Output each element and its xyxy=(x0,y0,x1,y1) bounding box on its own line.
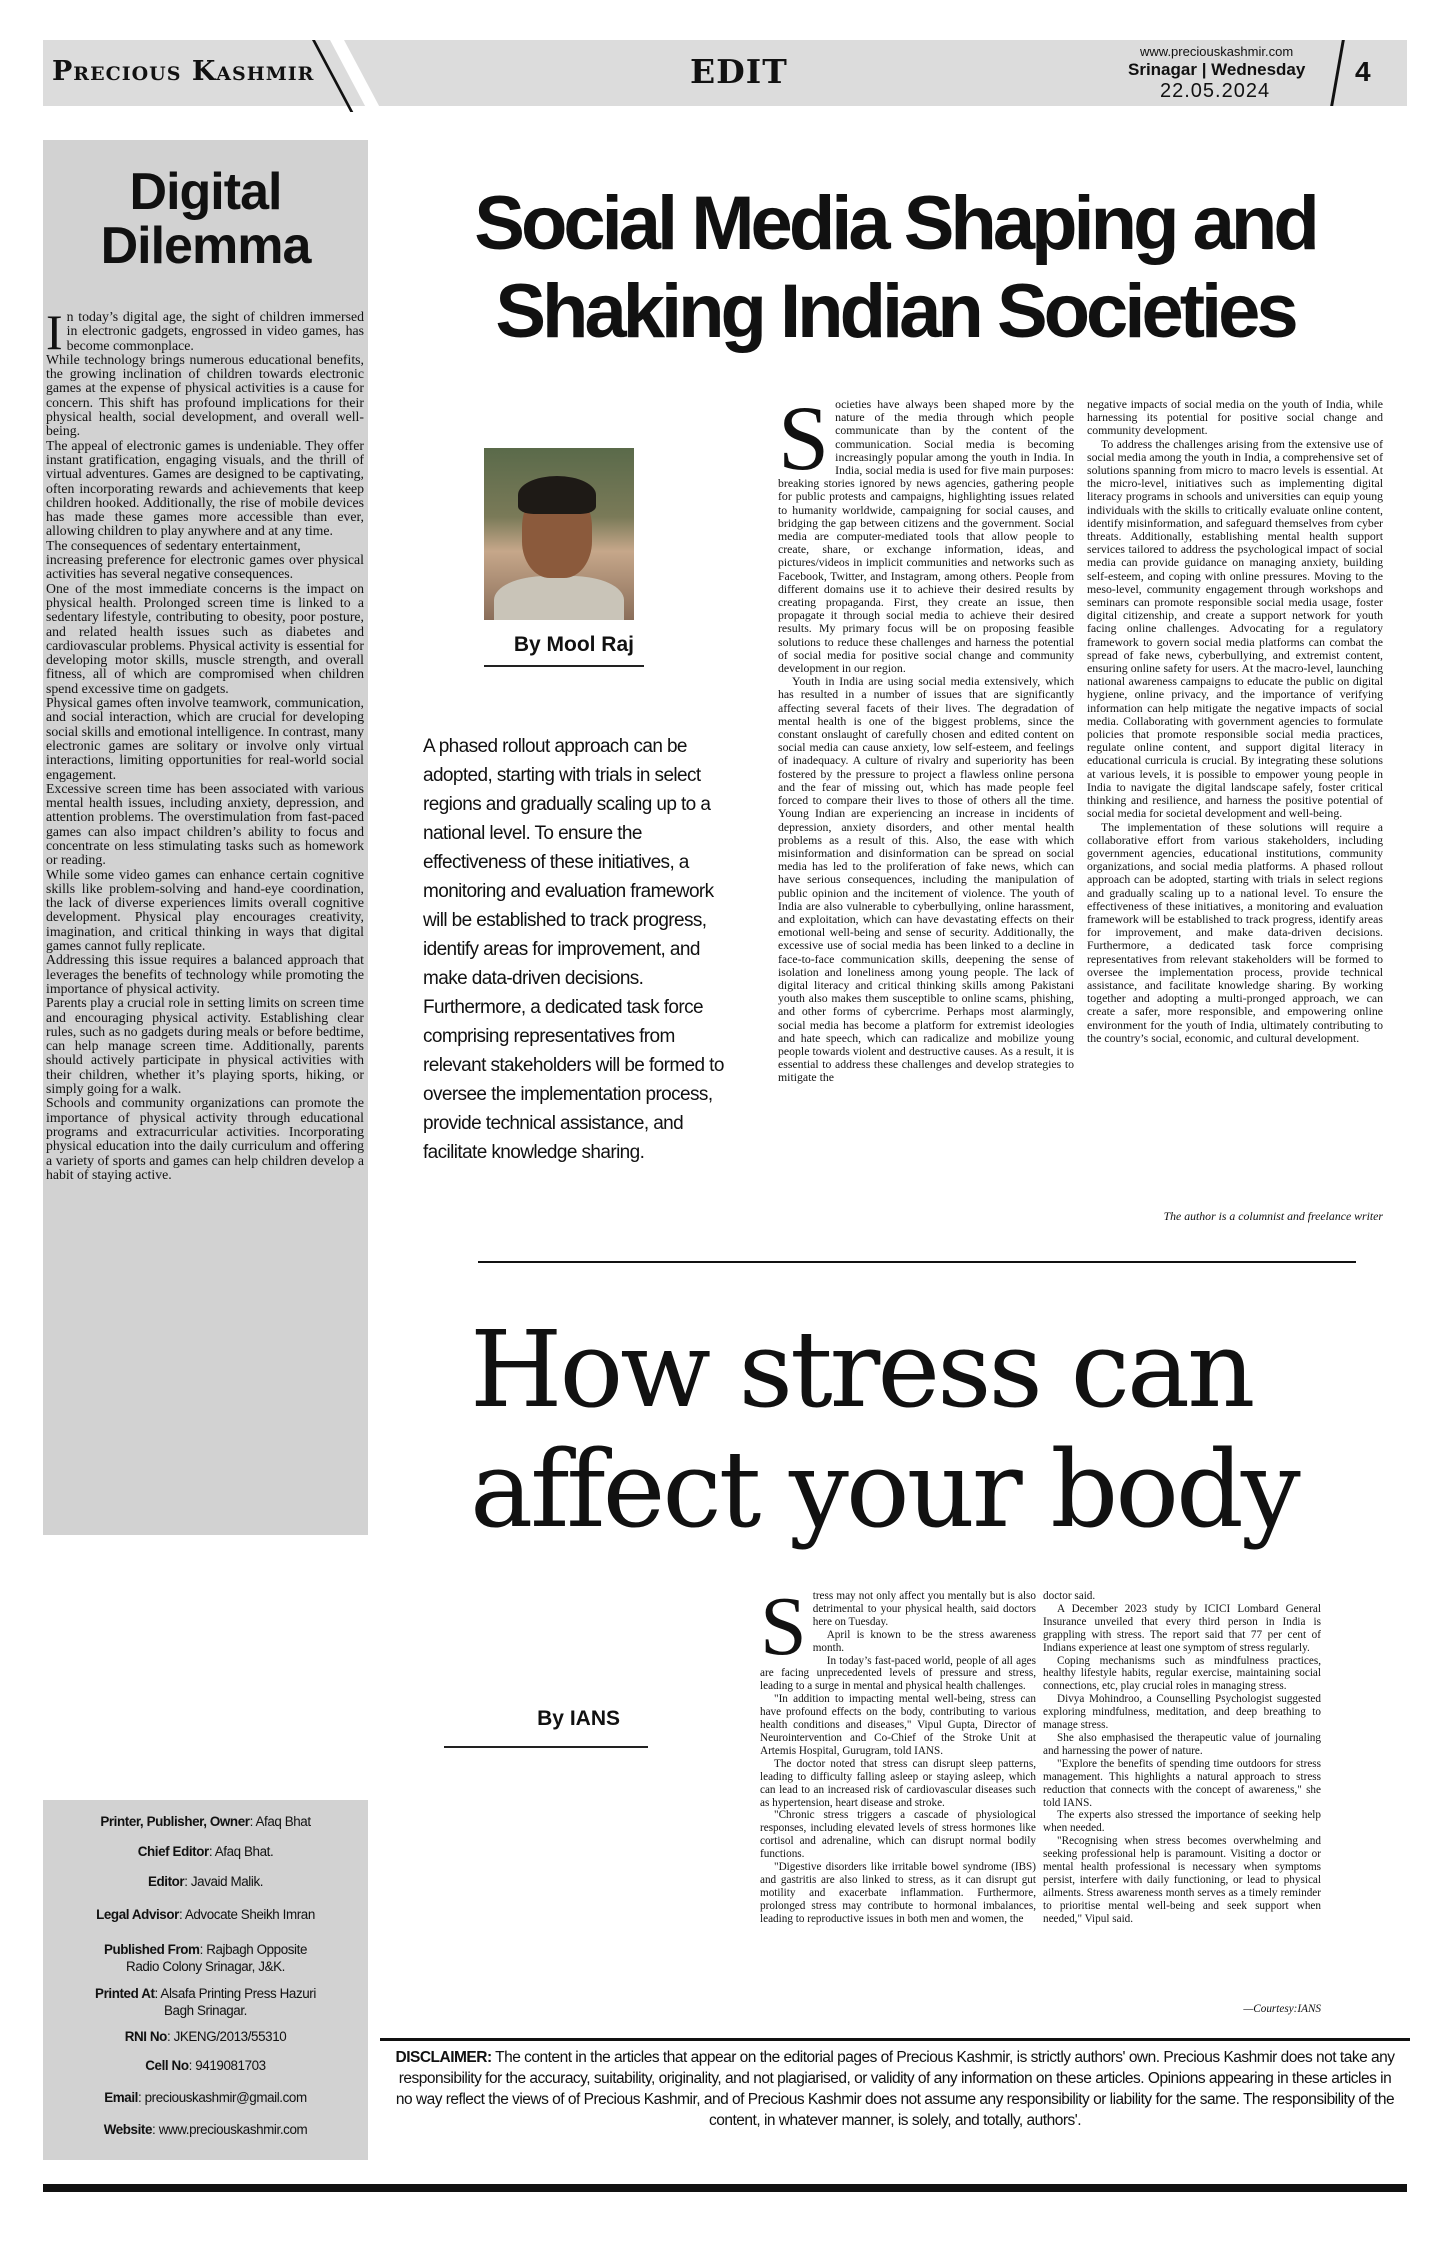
article2-headline-line1: How stress can xyxy=(470,1308,1253,1431)
byline-underline xyxy=(484,665,644,667)
imprint-editor: Editor: Javaid Malik. xyxy=(147,1874,264,1889)
article1-headline-line1: Social Media Shaping and xyxy=(474,181,1316,266)
imprint-cell-no: Cell No: 9419081703 xyxy=(145,2058,266,2073)
sidebar-paragraph: Addressing this issue requires a balanced approach that leverages the benefits of technology while promoting the importance of physical activity. xyxy=(46,952,364,996)
imprint-printed-at: Printed At: Alsafa Printing Press Hazuri Bagh Srinagar. xyxy=(95,1986,316,2018)
disclaimer-text: The content in the articles that appear on the editorial pages of Precious Kashmir, is strictly authors' own. Precious Kashmir does not take any responsibility for the accuracy, suitability, originality, and not plagiarised, or validity of any information on these articles. Opinions appearing in these articles in no way reflect the views of of Precious Kashmir, and of Precious Kashmir does not assume any responsibility or liability for the same. The responsibility of the content, in whatever manner, is solely, and totally, authors'. xyxy=(395,2049,1395,2129)
article2-paragraph: doctor said. xyxy=(1043,1590,1096,1602)
sidebar-paragraph: While some video games can enhance certain cognitive skills like problem-solving and hand-eye coordination, the lack of diverse experiences limits overall cognitive development. Physical play encourages creativity, imagination, and critical thinking in ways that digital games cannot fully replicate. xyxy=(46,866,364,954)
disclaimer-rule xyxy=(380,2038,1410,2041)
article1-pullquote: A phased rollout approach can be adopted, starting with trials in select regions and gradually scaling up to a national level. To ensure the effectiveness of these initiatives, a monitoring and evaluation framework will be established to track progress, identify areas for improvement, and make data-driven decisions. Furthermore, a dedicated task force comprising representatives from relevant stakeholders will be formed to oversee the implementation process, provide technical assistance, and facilitate knowledge sharing. xyxy=(423,736,724,1163)
article2-paragraph: "Chronic stress triggers a cascade of physiological responses, including elevated levels of stress hormones like cortisol and adrenaline, which can disrupt normal bodily functions. xyxy=(760,1809,1036,1861)
edition-date: 22.05.2024 xyxy=(1160,80,1271,102)
sidebar-title xyxy=(43,165,368,273)
article2-headline xyxy=(470,1310,1370,1550)
article2-paragraph: In today’s fast-paced world, people of all ages are facing unprecedented levels of pressure and stress, leading to a surge in mental and physical health challenges. xyxy=(760,1654,1036,1693)
edition-place-day: Srinagar | Wednesday xyxy=(1128,60,1306,79)
disclaimer-label: DISCLAIMER: xyxy=(395,2049,492,2066)
sidebar-title-line1: Digital xyxy=(129,163,282,221)
article2-column-2 xyxy=(1043,1590,1321,1926)
imprint-email: Email: preciouskashmir@gmail.com xyxy=(104,2090,307,2105)
article1-column-2 xyxy=(1087,398,1383,1045)
imprint-chief-editor: Chief Editor: Afaq Bhat. xyxy=(137,1844,274,1859)
page-number: 4 xyxy=(1355,56,1371,87)
site-url: www.preciouskashmir.com xyxy=(1140,44,1294,59)
article2-paragraph: The doctor noted that stress can disrupt sleep patterns, leading to difficulty falling asleep or staying asleep, which can lead to an increased risk of cardiovascular diseases such as hypertension, heart disease and stroke. xyxy=(760,1757,1036,1809)
article1-paragraph: The implementation of these solutions will require a collaborative effort from various stakeholders, including government agencies, educational institutions, community organizations, and social media platforms. A phased rollout approach can be adopted, starting with trials in select regions and gradually scaling up to a national level. To ensure the effectiveness of these initiatives, a monitoring and evaluation framework will be established to track progress, identify areas for improvement, and make data-driven decisions. Furthermore, a dedicated task force comprising representatives from relevant stakeholders will be formed to oversee the implementation process, provide technical assistance, and facilitate knowledge sharing. By working together and adopting a multi-pronged approach, we can create a safer, more responsible, and empowering online environment for the youth of India, ultimately contributing to the country’s social, economic, and cultural development. xyxy=(1087,819,1383,1045)
byline-underline xyxy=(444,1746,648,1748)
section-name: EDIT xyxy=(690,52,788,91)
article2-paragraph: "Digestive disorders like irritable bowel syndrome (IBS) and gastritis are also linked to stress, as it can disrupt gut motility and exacerbate inflammation. Furthermore, prolonged stress may contribute to hormonal imbalances, leading to reproductive issues in both men and women, the xyxy=(760,1861,1036,1925)
imprint-website: Website: www.preciouskashmir.com xyxy=(103,2122,308,2137)
sidebar-paragraph: increasing preference for electronic games over physical activities has several negative consequences. xyxy=(46,552,364,582)
article1-headline-line2: Shaking Indian Societies xyxy=(495,269,1295,354)
masthead: Precious Kashmir xyxy=(52,56,315,87)
article2-paragraph: A December 2023 study by ICICI Lombard General Insurance unveiled that every third person in India is grappling with stress. The report said that 77 per cent of Indians experience at least one symptom of stress regularly. xyxy=(1043,1602,1321,1654)
author-photo xyxy=(484,448,634,620)
article1-paragraph: To address the challenges arising from the extensive use of social media among the youth in India, a comprehensive set of solutions spanning from micro to macro levels is essential. At the micro-level, initiatives such as implementing digital literacy programs in schools and universities can equip young individuals with the skills to critically evaluate online content, identify misinformation, and safeguard themselves from cyber threats. Additionally, establishing mental health support services tailored to address the psychological impact of social media can provide guidance on managing anxiety, building self-esteem, and coping with online pressures. Moving to the meso-level, community engagement through workshops and seminars can promote responsible social media usage, foster digital citizenship, and create a support network for youth facing online challenges. Advocating for a regulatory framework to govern social media platforms can combat the spread of fake news, cyberbullying, and extremist content, ensuring online safety for users. At the macro-level, launching national awareness campaigns to educate the public on digital hygiene, online privacy, and the importance of verifying information can help mitigate the negative impacts of social media. Collaborating with government agencies to formulate policies that promote responsible social media practices, regulate online content, and support digital literacy in educational curricula is crucial. By integrating these solutions at various levels, it is possible to empower young people in India to navigate the digital landscape safely, foster critical thinking and resilience, and harness the positive potential of social media for societal development and well-being. xyxy=(1087,436,1383,821)
article1-column-1 xyxy=(778,387,1074,1085)
article2-paragraph: "Explore the benefits of spending time outdoors for stress management. This highlights a natural approach to stress reduction that connects with the concept of awareness," she told IANS. xyxy=(1043,1757,1321,1809)
article2-paragraph: Stress may not only affect you mentally but is also detrimental to your physical health, said doctors here on Tuesday. xyxy=(760,1580,1036,1673)
article-separator xyxy=(478,1261,1356,1263)
article2-paragraph: "Recognising when stress becomes overwhelming and seeking professional help is paramount. Visiting a doctor or mental health professional is necessary when symptoms persist, interfere with daily functioning, or lead to physical ailments. Stress awareness month serves as a timely reminder to prioritise mental well-being and seek support when needed," Vipul said. xyxy=(1043,1835,1321,1925)
article1-headline xyxy=(380,180,1410,356)
article2-byline: By IANS xyxy=(537,1707,620,1730)
sidebar-paragraph: Physical games often involve teamwork, communication, and social interaction, which are crucial for developing social skills and emotional intelligence. In contrast, many electronic games are solitary or involve only virtual interactions, limiting opportunities for real-world social engagement. xyxy=(46,695,364,782)
article2-paragraph: Coping mechanisms such as mindfulness practices, healthy lifestyle habits, regular exercise, maintaining social connections, etc, play crucial roles in managing stress. xyxy=(1043,1654,1321,1693)
imprint-rni-no: RNI No: JKENG/2013/55310 xyxy=(124,2029,287,2044)
article1-author-note: The author is a columnist and freelance writer xyxy=(1163,1209,1383,1223)
imprint-owner: Printer, Publisher, Owner: Afaq Bhat xyxy=(100,1814,311,1829)
sidebar-paragraph: Parents play a crucial role in setting limits on screen time and encouraging physical activity. Establishing clear rules, such as no gadgets during meals or before bedtime, can help manage screen time. Additionally, parents should actively participate in physical activities with their children, whether it’s playing sports, hiking, or simply going for a walk. xyxy=(46,995,364,1097)
article2-column-1 xyxy=(760,1580,1036,1926)
sidebar-paragraph: While technology brings numerous educational benefits, the growing inclination of children towards electronic games at the expense of physical activities is a cause for concern. This shift has profound implications for their physical health, social development, and overall well-being. xyxy=(46,351,364,439)
article2-headline-line2: affect your body xyxy=(470,1428,1298,1551)
sidebar-paragraph: Excessive screen time has been associated with various mental health issues, including anxiety, depression, and attention problems. The overstimulation from fast-paced games can also impact children’s ability to focus and concentrate on less stimulating tasks such as homework or reading. xyxy=(46,780,364,868)
sidebar-paragraph: One of the most immediate concerns is the impact on physical health. Prolonged screen time is linked to a sedentary lifestyle, contributing to obesity, poor posture, and related health issues such as diabetes and cardiovascular problems. Physical activity is essential for developing motor skills, muscle strength, and overall fitness, all of which are compromised when children spend excessive time on gadgets. xyxy=(46,580,364,696)
article2-paragraph: "In addition to impacting mental well-being, stress can have profound effects on the body, contributing to various health conditions and diseases," Vipul Gupta, Director of Neurointervention and Co-Chief of the Stroke Unit at Artemis Hospital, Gurugram, told IANS. xyxy=(760,1693,1036,1757)
article2-drop-cap: S xyxy=(760,1580,807,1673)
article2-paragraph: Divya Mohindroo, a Counselling Psychologist suggested exploring mindfulness, meditation, and deep breathing to manage stress. xyxy=(1043,1693,1321,1732)
article1-drop-cap: S xyxy=(778,387,830,489)
imprint-legal-advisor: Legal Advisor: Advocate Sheikh Imran xyxy=(96,1907,315,1922)
sidebar-paragraph: In today’s digital age, the sight of children immersed in electronic gadgets, engrossed in video games, has become commonplace. xyxy=(46,304,364,360)
sidebar-body xyxy=(46,304,364,1182)
article1-paragraph: negative impacts of social media on the youth of India, while harnessing its potential for positive social change and community development. xyxy=(1087,397,1383,438)
sidebar-paragraph: The consequences of sedentary entertainment, xyxy=(46,537,301,553)
footer-bar xyxy=(43,2184,1407,2192)
imprint-published-from: Published From: Rajbagh Opposite Radio Colony Srinagar, J&K. xyxy=(103,1942,308,1974)
article1-paragraph: Societies have always been shaped more by the nature of the media through which people communicate than by the content of the communication. Social media is becoming increasingly popular among the youth in India. In India, social media is used for five main purposes: breaking stories ignored by news agencies, gathering people for public protests and campaigns, highlighting issues related to humanity worldwide, campaigning for social causes, and bridging the gap between citizens and the government. Social media are computer-mediated tools that allow people to create, share, or exchange information, ideas, and pictures/videos in implicit communities and networks such as Facebook, Twitter, and Instagram, among others. People from different domains use it to achieve their desired results by creating propaganda. First, they create an issue, then propagate it through social media to achieve their desired results. My primary focus will be on proposing feasible solutions to reduce these challenges and harness the potential of social media for positive social change and community development in our region. xyxy=(778,387,1074,676)
article2-paragraph: She also emphasised the therapeutic value of journaling and harnessing the power of nature. xyxy=(1043,1731,1321,1757)
article1-paragraph: Youth in India are using social media extensively, which has resulted in a number of issues that are significantly affecting several facets of their lives. The degradation of mental health is one of the biggest problems, since the constant onslaught of carefully chosen and edited content on social media can cause anxiety, low self-esteem, and feelings of inadequacy. A culture of rivalry and superiority has been fostered by the pressure to project a flawless online persona and the fear of missing out, which has made people feel forced to compare their lives to those of others all the time. Young Indian are experiencing an increase in incidents of depression, anxiety disorders, and other mental health problems as a result of this. Also, the ease with which misinformation and disinformation can be spread on social media has led to the proliferation of fake news, which can have serious consequences, including the manipulation of public opinion and the incitement of violence. The youth of India are also vulnerable to cyberbullying, online harassment, and exploitation, which can have devastating effects on their emotional well-being and sense of security. Additionally, the excessive use of social media has been linked to a decline in face-to-face communication skills, deepening the sense of isolation and loneliness among young people. The lack of digital literacy and critical thinking skills among Pakistani youth also makes them susceptible to online scams, phishing, and other forms of cybercrime. Perhaps most alarmingly, social media has become a platform for extremist ideologies and hate speech, which can radicalize and mobilize young people towards violent and destructive causes. As a result, it is essential to address these challenges and develop strategies to mitigate the xyxy=(778,674,1074,1085)
sidebar-title-line2: Dilemma xyxy=(100,217,311,275)
sidebar-drop-cap: I xyxy=(46,304,63,360)
sidebar-paragraph: The appeal of electronic games is undeniable. They offer instant gratification, engaging visuals, and the thrill of virtual adventures. Games are designed to be captivating, often incorporating rewards and achievements that keep children hooked. Additionally, the rise of mobile devices has made these games more accessible than ever, allowing children to play anywhere and at any time. xyxy=(46,437,364,539)
sidebar-paragraph: Schools and community organizations can promote the importance of physical activity through educational programs and extracurricular activities. Incorporating physical education into the daily curriculum and offering a variety of sports and games can help children develop a habit of staying active. xyxy=(46,1095,364,1182)
disclaimer xyxy=(390,2047,1400,2131)
article2-paragraph: The experts also stressed the importance of seeking help when needed. xyxy=(1043,1809,1321,1835)
article2-courtesy: —Courtesy:IANS xyxy=(1243,2003,1321,2015)
article1-byline: By Mool Raj xyxy=(513,633,634,656)
article2-paragraph: April is known to be the stress awareness month. xyxy=(812,1628,1036,1654)
